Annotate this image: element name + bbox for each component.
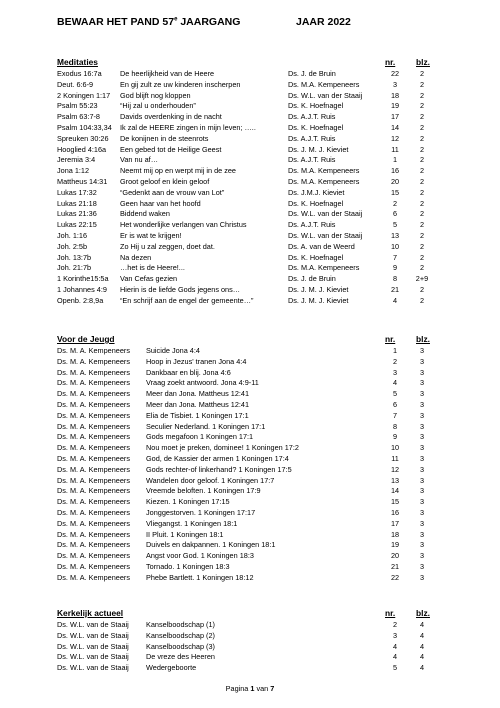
author-name: Ds. M. A. Kempeneers (57, 410, 130, 420)
list-item (57, 663, 477, 674)
meditation-title: Er is wat te krijgen! (120, 230, 182, 240)
list-item (57, 378, 477, 389)
footer-current-page: 1 (250, 684, 255, 693)
issue-number: 4 (392, 652, 398, 662)
nr-column-header: nr. (385, 334, 396, 344)
author-name: Ds. A. van de Weerd (288, 241, 355, 251)
meditation-title: God blijft nog kloppen (120, 90, 191, 100)
list-item (57, 155, 477, 166)
page-number: 3 (419, 399, 425, 409)
author-name: Ds. M. A. Kempeneers (57, 475, 130, 485)
issue-number: 18 (390, 90, 400, 100)
meditation-title: Groot geloof en klein geloof (120, 176, 210, 186)
author-name: Ds. M. A. Kempeneers (57, 443, 130, 453)
page-number: 2 (419, 295, 425, 305)
list-item (57, 145, 477, 156)
issue-number: 7 (392, 252, 398, 262)
article-title: Vreemde beloften. 1 Koningen 17:9 (146, 486, 261, 496)
author-name: Ds. M. A. Kempeneers (57, 507, 130, 517)
page-number: 4 (419, 630, 425, 640)
list-item (57, 497, 477, 508)
author-name: Ds. M. A. Kempeneers (57, 421, 130, 431)
author-name: Ds. W.L. van de Staaij (57, 641, 129, 651)
issue-number: 18 (390, 529, 400, 539)
bible-reference: Deut. 6:6-9 (57, 79, 94, 89)
header-year: JAAR 2022 (296, 16, 351, 28)
meditation-title: Na dezen (120, 252, 152, 262)
author-name: Ds. M. A. Kempeneers (57, 367, 130, 377)
issue-number: 4 (392, 378, 398, 388)
list-item (57, 91, 477, 102)
page-number: 3 (419, 378, 425, 388)
issue-number: 16 (390, 507, 400, 517)
article-title: De vreze des Heeren (146, 652, 215, 662)
author-name: Ds. M. A. Kempeneers (57, 540, 130, 550)
bible-reference: Openb. 2:8,9a (57, 295, 104, 305)
page-number: 2 (419, 144, 425, 154)
page-number: 4 (419, 663, 425, 673)
article-title: Jonggestorven. 1 Koningen 17:17 (146, 507, 256, 517)
list-item (57, 486, 477, 497)
list-item (57, 209, 477, 220)
page-number: 2 (419, 176, 425, 186)
page-number: 3 (419, 518, 425, 528)
meditation-title: Een gebed tot de Heilige Geest (120, 144, 222, 154)
issue-number: 11 (391, 453, 399, 463)
issue-number: 6 (392, 209, 398, 219)
article-title: Phebe Bartlett. 1 Koningen 18:12 (146, 572, 254, 582)
bible-reference: Joh. 1:16 (57, 230, 88, 240)
issue-number: 12 (390, 133, 400, 143)
list-item (57, 346, 477, 357)
page-number: 2 (419, 112, 425, 122)
author-name: Ds. M. A. Kempeneers (57, 399, 130, 409)
article-title: II Pluit. 1 Koningen 18:1 (146, 529, 224, 539)
list-item (57, 652, 477, 663)
section-title: Meditaties (57, 57, 98, 67)
article-title: Elia de Tisbiet. 1 Koningen 17:1 (146, 410, 249, 420)
issue-number: 9 (392, 263, 398, 273)
article-title: Seculier Nederland. 1 Koningen 17:1 (146, 421, 266, 431)
list-item (57, 166, 477, 177)
author-name: Ds. M. A. Kempeneers (57, 432, 130, 442)
issue-number: 8 (392, 421, 398, 431)
article-title: Meer dan Jona. Mattheus 12:41 (146, 389, 250, 399)
list-item (57, 199, 477, 210)
list-item (57, 540, 477, 551)
meditation-title: En gij zult ze uw kinderen inscherpen (120, 79, 241, 89)
author-name: Ds. M. A. Kempeneers (57, 561, 130, 571)
author-name: Ds. M. A. Kempeneers (57, 389, 130, 399)
issue-number: 22 (390, 69, 400, 78)
section-kerkelijk (57, 608, 477, 674)
list-item (57, 443, 477, 454)
bible-reference: Lukas 22:15 (57, 220, 97, 230)
page-number: 3 (419, 356, 425, 366)
author-name: Ds. J.M.J. Kieviet (288, 187, 345, 197)
issue-number: 13 (390, 230, 400, 240)
page-number: 3 (419, 464, 425, 474)
list-item (57, 80, 477, 91)
list-item (57, 368, 477, 379)
issue-number: 15 (390, 497, 400, 507)
list-item (57, 432, 477, 443)
page-number: 3 (419, 432, 425, 442)
article-title: Gods rechter-of linkerhand? 1 Koningen 17:5 (146, 464, 292, 474)
page-number: 3 (419, 561, 425, 571)
bible-reference: 1 Johannes 4:9 (57, 284, 107, 294)
page-number: 4 (419, 620, 425, 629)
page-number: 3 (419, 572, 425, 582)
meditation-title: Geen haar van het hoofd (120, 198, 201, 208)
section-jeugd (57, 334, 477, 584)
issue-number: 7 (392, 410, 398, 420)
author-name: Ds. M. A. Kempeneers (57, 356, 130, 366)
issue-number: 6 (392, 399, 398, 409)
kerkelijk-list (57, 620, 477, 674)
page-number: 2 (419, 187, 425, 197)
author-name: Ds. K. Hoefnagel (288, 198, 344, 208)
meditation-title: De konijnen in de steenrots (120, 133, 209, 143)
author-name: Ds. M. A. Kempeneers (57, 378, 130, 388)
header-title-prefix: BEWAAR HET PAND 57 (57, 16, 175, 28)
article-title: Nou moet je preken, dominee! 1 Koningen 17:2 (146, 443, 299, 453)
author-name: Ds. A.J.T. Ruis (288, 112, 336, 122)
section-header (57, 334, 477, 346)
bible-reference: Lukas 21:18 (57, 198, 97, 208)
page-number: 2 (419, 122, 425, 132)
list-item (57, 551, 477, 562)
article-title: Suicide Jona 4:4 (146, 346, 200, 355)
page-number: 2 (419, 230, 425, 240)
issue-number: 16 (390, 166, 400, 176)
author-name: Ds. W.L. van der Staaij (288, 230, 363, 240)
bible-reference: 1 Korinthe15:5a (57, 274, 109, 284)
page-number: 3 (419, 507, 425, 517)
issue-number: 21 (390, 561, 400, 571)
issue-number: 1 (392, 155, 398, 165)
author-name: Ds. M. A. Kempeneers (57, 529, 130, 539)
issue-number: 11 (391, 144, 399, 154)
meditation-title: Van nu af… (120, 155, 158, 165)
article-title: Meer dan Jona. Mattheus 12:41 (146, 399, 250, 409)
issue-number: 8 (392, 274, 398, 284)
author-name: Ds. M.A. Kempeneers (288, 166, 360, 176)
issue-number: 17 (390, 518, 400, 528)
issue-number: 19 (390, 540, 400, 550)
page-number: 2 (419, 155, 425, 165)
author-name: Ds. J. M. J. Kieviet (288, 144, 349, 154)
article-title: Wandelen door geloof. 1 Koningen 17:7 (146, 475, 275, 485)
page-number: 2 (419, 220, 425, 230)
author-name: Ds. M. A. Kempeneers (57, 464, 130, 474)
author-name: Ds. M.A. Kempeneers (288, 79, 360, 89)
page-number: 3 (419, 453, 425, 463)
list-item (57, 123, 477, 134)
article-title: Kanselboodschap (2) (146, 630, 215, 640)
page-number: 2 (419, 263, 425, 273)
author-name: Ds. M. A. Kempeneers (57, 346, 130, 355)
list-item (57, 530, 477, 541)
article-title: Vliegangst. 1 Koningen 18:1 (146, 518, 238, 528)
issue-number: 9 (392, 432, 398, 442)
author-name: Ds. K. Hoefnagel (288, 252, 344, 262)
bible-reference: Lukas 17:32 (57, 187, 97, 197)
meditation-title: “Hij zal u onderhouden” (120, 101, 196, 111)
meditation-title: Hierin is de liefde Gods jegens ons… (120, 284, 241, 294)
list-item (57, 519, 477, 530)
issue-number: 2 (392, 620, 398, 629)
page-number: 2 (419, 284, 425, 294)
author-name: Ds. W.L. van der Staaij (288, 90, 363, 100)
list-item (57, 242, 477, 253)
list-item (57, 389, 477, 400)
list-item (57, 454, 477, 465)
author-name: Ds. M.A. Kempeneers (288, 176, 360, 186)
issue-number: 2 (392, 198, 398, 208)
page-footer (0, 684, 500, 693)
bible-reference: Psalm 55:23 (57, 101, 98, 111)
bible-reference: Psalm 63:7-8 (57, 112, 100, 122)
author-name: Ds. A.J.T. Ruis (288, 155, 336, 165)
section-header (57, 608, 477, 620)
list-item (57, 112, 477, 123)
article-title: Kiezen. 1 Koningen 17:15 (146, 497, 230, 507)
header-title-suffix: JAARGANG (177, 16, 241, 28)
bible-reference: Joh. 2:5b (57, 241, 88, 251)
issue-number: 13 (390, 475, 400, 485)
page-number: 2 (419, 133, 425, 143)
author-name: Ds. M. A. Kempeneers (57, 551, 130, 561)
author-name: Ds. W.L. van de Staaij (57, 652, 129, 662)
list-item (57, 296, 477, 307)
bible-reference: Exodus 16:7a (57, 69, 102, 78)
issue-number: 15 (390, 187, 400, 197)
issue-number: 5 (392, 663, 398, 673)
page-number: 2+9 (415, 274, 429, 284)
list-item (57, 188, 477, 199)
page-number: 2 (419, 198, 425, 208)
list-item (57, 101, 477, 112)
meditation-title: “En schrijf aan de engel der gemeente…” (120, 295, 254, 305)
article-title: Duivels en dakpannen. 1 Koningen 18:1 (146, 540, 276, 550)
issue-number: 20 (390, 551, 400, 561)
blz-column-header: blz. (416, 57, 430, 67)
article-title: Kanselboodschap (3) (146, 641, 215, 651)
list-item (57, 476, 477, 487)
bible-reference: Hooglied 4:16a (57, 144, 107, 154)
author-name: Ds. K. Hoefnagel (288, 101, 344, 111)
bible-reference: Psalm 104:33,34 (57, 122, 112, 132)
page-number: 2 (419, 90, 425, 100)
author-name: Ds. K. Hoefnagel (288, 122, 344, 132)
article-title: Wedergeboorte (146, 663, 197, 673)
page-number: 3 (419, 540, 425, 550)
issue-number: 3 (392, 630, 398, 640)
page-number: 3 (419, 486, 425, 496)
page-number: 3 (419, 389, 425, 399)
issue-number: 3 (392, 367, 398, 377)
meditation-title: Van Cefas gezien (120, 274, 178, 284)
bible-reference: Lukas 21:36 (57, 209, 97, 219)
issue-number: 5 (392, 389, 398, 399)
nr-column-header: nr. (385, 57, 396, 67)
issue-number: 14 (390, 122, 400, 132)
article-title: Angst voor God. 1 Koningen 18:3 (146, 551, 254, 561)
article-title: Tornado. 1 Koningen 18:3 (146, 561, 230, 571)
author-name: Ds. W.L. van de Staaij (57, 663, 129, 673)
author-name: Ds. A.J.T. Ruis (288, 133, 336, 143)
meditation-title: Biddend waken (120, 209, 170, 219)
author-name: Ds. M. A. Kempeneers (57, 486, 130, 496)
list-item (57, 263, 477, 274)
meditaties-list (57, 69, 477, 307)
issue-number: 10 (390, 443, 400, 453)
page-number: 3 (419, 410, 425, 420)
footer-total-pages: 7 (270, 684, 275, 693)
issue-number: 4 (392, 295, 398, 305)
list-item (57, 620, 477, 631)
page-number: 2 (419, 79, 425, 89)
page-number: 3 (419, 529, 425, 539)
footer-prefix: Pagina (225, 684, 251, 693)
jeugd-list (57, 346, 477, 584)
list-item (57, 631, 477, 642)
issue-number: 19 (390, 101, 400, 111)
page-number: 3 (419, 497, 425, 507)
list-item (57, 508, 477, 519)
author-name: Ds. J. de Bruin (288, 69, 336, 78)
issue-number: 22 (390, 572, 400, 582)
list-item (57, 422, 477, 433)
page-number: 3 (419, 551, 425, 561)
issue-number: 2 (392, 356, 398, 366)
meditation-title: …het is de Heere!... (120, 263, 185, 273)
list-item (57, 562, 477, 573)
issue-number: 3 (392, 79, 398, 89)
bible-reference: 2 Koningen 1:17 (57, 90, 111, 100)
list-item (57, 357, 477, 368)
bible-reference: Jona 1:12 (57, 166, 90, 176)
list-item (57, 274, 477, 285)
author-name: Ds. W.L. van de Staaij (57, 620, 129, 629)
list-item (57, 231, 477, 242)
page-number: 3 (419, 367, 425, 377)
section-title: Voor de Jeugd (57, 334, 115, 344)
issue-number: 12 (390, 464, 400, 474)
issue-number: 17 (390, 112, 400, 122)
page-number: 3 (419, 421, 425, 431)
page-header (57, 16, 477, 28)
page-number: 3 (419, 475, 425, 485)
page-number: 4 (419, 641, 425, 651)
page-number: 4 (419, 652, 425, 662)
article-title: Kanselboodschap (1) (146, 620, 215, 629)
article-title: Gods megafoon 1 Koningen 17:1 (146, 432, 254, 442)
issue-number: 20 (390, 176, 400, 186)
bible-reference: Mattheus 14:31 (57, 176, 108, 186)
meditation-title: Ik zal de HEERE zingen in mijn leven; ….. (120, 122, 256, 132)
issue-number: 4 (392, 641, 398, 651)
meditation-title: Neemt mij op en werpt mij in de zee (120, 166, 236, 176)
blz-column-header: blz. (416, 334, 430, 344)
page-number: 3 (419, 443, 425, 453)
issue-number: 1 (392, 346, 398, 355)
meditation-title: Davids overdenking in de nacht (120, 112, 222, 122)
meditation-title: “Gedenkt aan de vrouw van Lot” (120, 187, 225, 197)
article-title: God, de Kassier der armen 1 Koningen 17:4 (146, 453, 289, 463)
header-title-sup: e (174, 16, 178, 23)
author-name: Ds. J. M. J. Kieviet (288, 284, 349, 294)
page-number: 2 (419, 241, 425, 251)
page-number: 2 (419, 252, 425, 262)
list-item (57, 220, 477, 231)
issue-number: 10 (390, 241, 400, 251)
page-number: 2 (419, 101, 425, 111)
bible-reference: Joh. 13:7b (57, 252, 92, 262)
author-name: Ds. W.L. van der Staaij (288, 209, 363, 219)
list-item (57, 253, 477, 264)
section-title: Kerkelijk actueel (57, 608, 124, 618)
blz-column-header: blz. (416, 608, 430, 618)
meditation-title: Zo Hij u zal zeggen, doet dat. (120, 241, 215, 251)
issue-number: 21 (390, 284, 400, 294)
list-item (57, 134, 477, 145)
bible-reference: Spreuken 30:26 (57, 133, 109, 143)
article-title: Hoop in Jezus' tranen Jona 4:4 (146, 356, 247, 366)
issue-number: 14 (390, 486, 400, 496)
bible-reference: Jeremia 3:4 (57, 155, 96, 165)
author-name: Ds. M. A. Kempeneers (57, 497, 130, 507)
author-name: Ds. A.J.T. Ruis (288, 220, 336, 230)
author-name: Ds. W.L. van de Staaij (57, 630, 129, 640)
author-name: Ds. J. M. J. Kieviet (288, 295, 349, 305)
list-item (57, 400, 477, 411)
issue-number: 5 (392, 220, 398, 230)
list-item (57, 642, 477, 653)
list-item (57, 465, 477, 476)
bible-reference: Joh. 21:7b (57, 263, 92, 273)
article-title: Dankbaar en blij. Jona 4:6 (146, 367, 231, 377)
meditation-title: De heerlijkheid van de Heere (120, 69, 215, 78)
author-name: Ds. M.A. Kempeneers (288, 263, 360, 273)
footer-middle: van (254, 684, 271, 693)
author-name: Ds. M. A. Kempeneers (57, 572, 130, 582)
page-number: 2 (419, 69, 425, 78)
header-title (57, 16, 240, 28)
author-name: Ds. J. de Bruin (288, 274, 336, 284)
section-header (57, 57, 477, 69)
section-meditaties (57, 57, 477, 307)
page-number: 2 (419, 209, 425, 219)
meditation-title: Het wonderlijke verlangen van Christus (120, 220, 247, 230)
page-number: 2 (419, 166, 425, 176)
author-name: Ds. M. A. Kempeneers (57, 518, 130, 528)
author-name: Ds. M. A. Kempeneers (57, 453, 130, 463)
list-item (57, 411, 477, 422)
article-title: Vraag zoekt antwoord. Jona 4:9-11 (146, 378, 259, 388)
nr-column-header: nr. (385, 608, 396, 618)
list-item (57, 69, 477, 80)
page-number: 3 (419, 346, 425, 355)
list-item (57, 573, 477, 584)
list-item (57, 285, 477, 296)
list-item (57, 177, 477, 188)
